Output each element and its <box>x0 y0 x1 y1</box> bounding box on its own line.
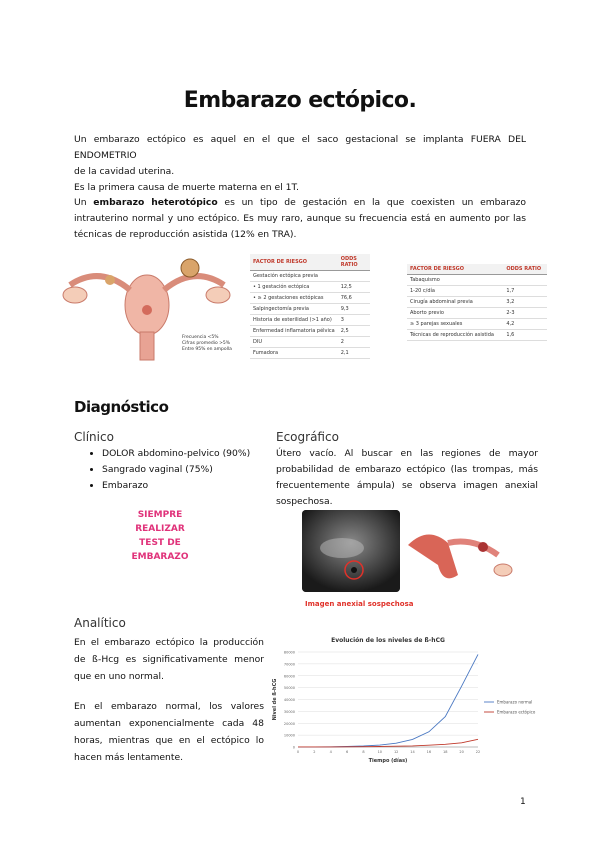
x-tick-label: 4 <box>329 750 332 754</box>
x-tick-label: 8 <box>362 750 365 754</box>
y-tick-label: 10000 <box>283 733 295 738</box>
table-row <box>407 297 547 308</box>
odds-ratio-cell <box>338 271 370 282</box>
hcg-chart-svg <box>268 632 538 772</box>
list-item: • DOLOR abdomino-pelvico (90%) <box>102 446 292 462</box>
list-item: • Embarazo <box>102 478 292 494</box>
odds-ratio-cell: 2-3 <box>503 308 547 319</box>
odds-ratio-cell: 2,5 <box>338 326 370 337</box>
hcg-chart <box>268 632 538 772</box>
x-tick-label: 12 <box>393 750 399 754</box>
ecografico-text: Útero vacío. Al buscar en las regiones de mayor probabilidad de embarazo ectópico (las trompas, más frecuentemente ámpula) se observa imagen anexial sospechosa. <box>276 448 538 507</box>
risk-factor-cell: Enfermedad inflamatoria pélvica <box>250 326 338 337</box>
clinico-list <box>74 446 292 494</box>
y-tick-label: 20000 <box>283 721 295 726</box>
ecografico-heading: Ecográfico <box>276 430 339 444</box>
risk-factor-cell: Tabaquismo <box>407 275 503 286</box>
odds-ratio-cell: 3 <box>338 315 370 326</box>
y-axis-label: Nivel de ß-hCG <box>272 678 278 721</box>
x-tick-label: 20 <box>459 750 464 754</box>
y-tick-label: 70000 <box>283 662 295 667</box>
analitico-p1: En el embarazo ectópico la producción de ß-Hcg es significativamente menor que en uno normal. <box>74 637 264 682</box>
odds-ratio-cell: 3,2 <box>503 297 547 308</box>
series-line-1 <box>298 739 478 747</box>
intro-line-1: Un embarazo ectópico es aquel en el que el saco gestacional se implanta FUERA DEL ENDOMETRIO <box>74 134 526 161</box>
legend-label-0: Embarazo normal <box>497 699 533 705</box>
analitico-p2: En el embarazo normal, los valores aumentan exponencialmente cada 48 horas, mientras que en el ectópico lo hacen más lentamente. <box>74 701 264 763</box>
risk-factor-cell: Aborto previo <box>407 308 503 319</box>
risk-factor-cell: Cirugía abdominal previa <box>407 297 503 308</box>
ultrasound-image <box>302 510 400 592</box>
y-tick-label: 40000 <box>283 698 295 702</box>
list-item: • Sangrado vaginal (75%) <box>102 462 292 478</box>
intro-line-2: de la cavidad uterina. <box>74 166 175 177</box>
x-tick-label: 2 <box>313 750 316 754</box>
x-tick-label: 14 <box>410 750 415 754</box>
x-axis-label: Tiempo (días) <box>368 758 408 764</box>
odds-ratio-cell: 76,6 <box>338 293 370 304</box>
legend-label-1: Embarazo ectópico <box>497 709 536 715</box>
risk-factor-cell: ≥ 3 parejas sexuales <box>407 319 503 330</box>
x-tick-label: 0 <box>296 750 300 754</box>
chart-title: Evolución de los niveles de ß-hCG <box>331 637 445 644</box>
x-tick-label: 22 <box>475 750 481 754</box>
y-tick-label: 50000 <box>283 686 295 691</box>
odds-ratio-cell: 2 <box>338 337 370 348</box>
x-tick-label: 16 <box>426 750 432 754</box>
y-tick-label: 60000 <box>283 674 295 679</box>
table-row <box>250 326 370 337</box>
pregnancy-test-alert: SIEMPRE REALIZAR TEST DE EMBARAZO <box>131 510 189 562</box>
odds-ratio-cell <box>503 275 547 286</box>
heterotopic-paragraph: Un embarazo heterotópico es un tipo de gestación en la que coexisten un embarazo intrauterino normal y uno ectópico. Es muy raro, aunque su frecuencia está en aumento por las técnicas de reproducción asistida (12% en TRA). <box>74 197 526 240</box>
analitico-heading: Analítico <box>74 616 126 630</box>
table-row <box>407 308 547 319</box>
table-row <box>250 271 370 282</box>
table-row <box>407 275 547 286</box>
risk-table-1 <box>250 254 370 359</box>
odds-ratio-cell: 4,2 <box>503 319 547 330</box>
table-row <box>250 315 370 326</box>
risk-factor-cell: Gestación ectópica previa <box>250 271 338 282</box>
table-row <box>250 337 370 348</box>
table-row <box>250 348 370 359</box>
risk-factor-cell: • 1 gestación ectópica <box>250 282 338 293</box>
series-line-0 <box>298 654 478 747</box>
rt2-header-factor: FACTOR DE RIESGO <box>407 264 503 275</box>
y-tick-label: 80000 <box>283 650 295 655</box>
ultrasound-caption: Imagen anexial sospechosa <box>305 600 414 608</box>
tube-illustration <box>398 515 516 593</box>
odds-ratio-cell: 12,5 <box>338 282 370 293</box>
rt1-header-factor: FACTOR DE RIESGO <box>250 254 338 271</box>
y-tick-label: 0 <box>292 745 295 750</box>
risk-factor-cell: Salpingectomía previa <box>250 304 338 315</box>
risk-factor-cell: Técnicas de reproducción asistida <box>407 330 503 341</box>
page-number: 1 <box>520 797 526 807</box>
table-row <box>250 293 370 304</box>
page-title: Embarazo ectópico. <box>183 88 417 113</box>
odds-ratio-cell: 9,3 <box>338 304 370 315</box>
risk-factor-cell: Fumadora <box>250 348 338 359</box>
x-tick-label: 6 <box>345 750 349 754</box>
intro-paragraph <box>74 132 526 196</box>
table-row <box>250 304 370 315</box>
odds-ratio-cell: 1,6 <box>503 330 547 341</box>
legend-line-3: Entre 95% en ampolla <box>182 347 232 352</box>
heterotopic-term: embarazo heterotópico <box>93 197 218 208</box>
risk-factor-cell: DIU <box>250 337 338 348</box>
risk-factor-cell: 1-20 c/día <box>407 286 503 297</box>
x-tick-label: 10 <box>377 750 383 754</box>
legend-line-2: Cifras promedio >5% <box>182 341 231 346</box>
table-row <box>407 330 547 341</box>
x-tick-label: 18 <box>443 750 448 754</box>
rt2-header-odds: ODDS RATIO <box>503 264 547 275</box>
table-row <box>407 286 547 297</box>
risk-table-2 <box>407 264 547 341</box>
odds-ratio-cell: 2,1 <box>338 348 370 359</box>
uterus-illustration <box>50 250 245 370</box>
y-tick-label: 30000 <box>283 709 295 714</box>
legend-line-1: Frecuencia <5% <box>182 335 219 340</box>
intro-line-3: Es la primera causa de muerte materna en el 1T. <box>74 182 299 193</box>
risk-factor-cell: Historia de esterilidad (>1 año) <box>250 315 338 326</box>
clinico-heading: Clínico <box>74 430 114 444</box>
rt1-header-odds: ODDS RATIO <box>338 254 370 271</box>
table-row <box>407 319 547 330</box>
odds-ratio-cell: 1,7 <box>503 286 547 297</box>
risk-factor-cell: • ≥ 2 gestaciones ectópicas <box>250 293 338 304</box>
table-row <box>250 282 370 293</box>
diagnostico-heading: Diagnóstico <box>74 398 169 416</box>
